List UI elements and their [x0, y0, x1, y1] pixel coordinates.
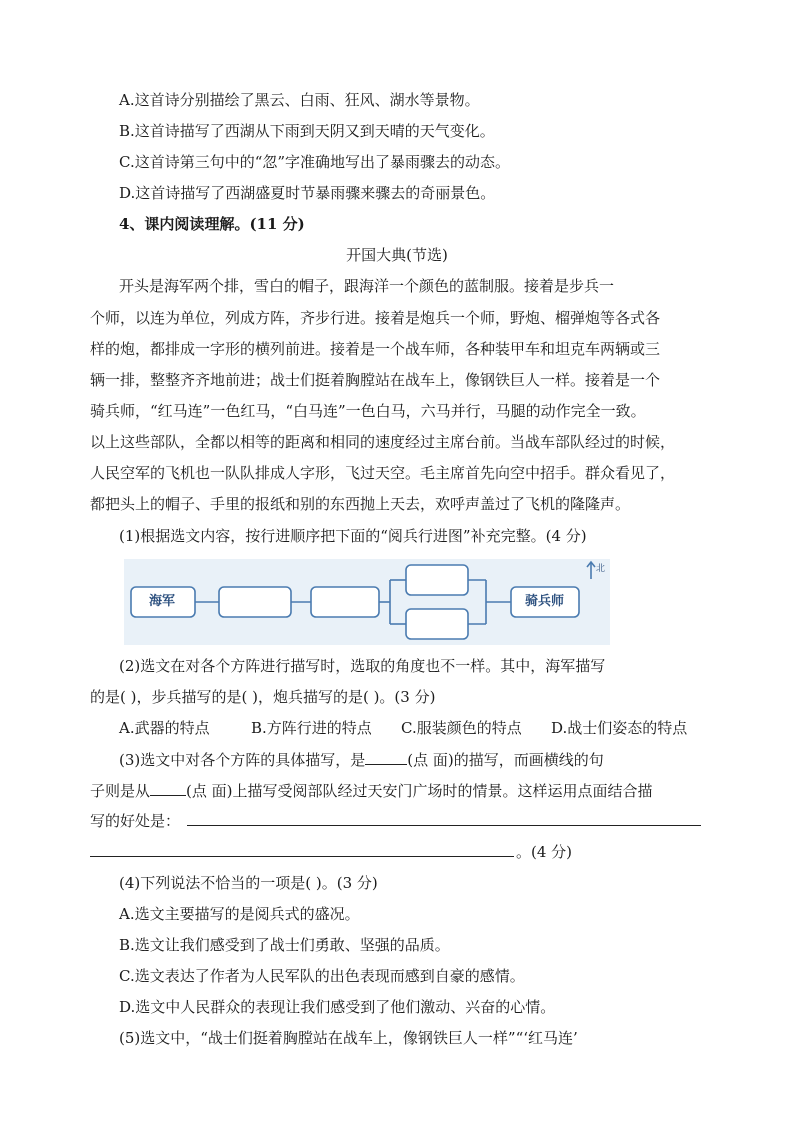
passage-line: 个师，以连为单位，列成方阵，齐步行进。接着是炮兵一个师，野炮、榴弹炮等各式各	[90, 309, 661, 327]
q3-option-a: A.这首诗分别描绘了黑云、白雨、狂风、湖水等景物。	[119, 91, 480, 109]
passage-line: 以上这些部队，全都以相等的距离和相同的速度经过主席台前。当战车部队经过的时候，	[90, 433, 676, 451]
navy-label: 海军	[149, 594, 176, 609]
answer-line-2[interactable]	[90, 856, 514, 857]
answer-box-2	[311, 587, 379, 617]
sub-question-4: (4)下列说法不恰当的一项是( )。(3 分)	[119, 874, 378, 892]
sub3-text-b: (点 面)的描写，而画横线的句	[407, 751, 604, 769]
sub4-option-d: D.选文中人民群众的表现让我们感受到了他们激动、兴奋的心情。	[119, 998, 556, 1016]
sub-question-3	[119, 749, 604, 770]
sub-question-2: (2)选文在对各个方阵进行描写时，选取的角度也不一样。其中，海军描写	[119, 657, 606, 675]
passage-line: 样的炮，都排成一字形的横列前进。接着是一个战车师，各种装甲车和坦克车两辆或三	[90, 340, 661, 358]
sub4-option-a: A.选文主要描写的是阅兵式的盛况。	[119, 905, 360, 923]
passage-line: 骑兵师，“红马连”一色红马，“白马连”一色白马，六马并行，马腿的动作完全一致。	[90, 402, 646, 420]
sub2-option-c: C.服装颜色的特点	[401, 719, 522, 737]
answer-blank-1[interactable]	[365, 749, 407, 765]
sub3-text-d: (点 面)上描写受阅部队经过天安门广场时的情景。这样运用点面结合描	[186, 782, 653, 800]
answer-blank-2[interactable]	[150, 780, 186, 796]
sub3-text-e: 写的好处是：	[90, 812, 181, 830]
sub2-option-b: B.方阵行进的特点	[251, 719, 372, 737]
passage-title: 开国大典(节选)	[346, 246, 448, 264]
sub2-option-a: A.武器的特点	[119, 719, 210, 737]
sub4-option-b: B.选文让我们感受到了战士们勇敢、坚强的品质。	[119, 936, 450, 954]
sub3-score: 。(4 分)	[516, 843, 573, 861]
sub3-text-a: (3)选文中对各个方阵的具体描写，是	[119, 751, 366, 769]
q4-heading: 4、课内阅读理解。(11 分)	[119, 215, 305, 233]
north-indicator: 北	[596, 564, 606, 574]
sub-question-1: (1)根据选文内容，按行进顺序把下面的“阅兵行进图”补充完整。(4 分)	[119, 527, 587, 545]
passage-line: 人民空军的飞机也一队队排成人字形，飞过天空。毛主席首先向空中招手。群众看见了，	[90, 464, 676, 482]
sub3-text-c: 子则是从	[90, 782, 151, 800]
passage-line: 开头是海军两个排，雪白的帽子，跟海洋一个颜色的蓝制服。接着是步兵一	[119, 277, 615, 295]
sub-question-5: (5)选文中，“战士们挺着胸膛站在战车上，像钢铁巨人一样”“‘红马连’	[119, 1029, 578, 1047]
answer-line-1[interactable]	[187, 825, 701, 826]
answer-box-4	[406, 609, 468, 639]
sub4-option-c: C.选文表达了作者为人民军队的出色表现而感到自豪的感情。	[119, 967, 525, 985]
q3-option-c: C.这首诗第三句中的“忽”字准确地写出了暴雨骤去的动态。	[119, 153, 511, 171]
passage-line: 辆一排，整整齐齐地前进；战士们挺着胸膛站在战车上，像钢铁巨人一样。接着是一个	[90, 371, 661, 389]
q3-option-d: D.这首诗描写了西湖盛夏时节暴雨骤来骤去的奇丽景色。	[119, 184, 496, 202]
sub-question-3-cont	[90, 780, 653, 801]
sub2-option-d: D.战士们姿态的特点	[551, 719, 688, 737]
parade-diagram	[124, 559, 610, 645]
cavalry-label: 骑兵师	[525, 594, 565, 609]
answer-box-1	[219, 587, 291, 617]
answer-box-3	[406, 565, 468, 595]
q3-option-b: B.这首诗描写了西湖从下雨到天阴又到天晴的天气变化。	[119, 122, 495, 140]
sub-question-2-blanks: 的是( )，步兵描写的是( )，炮兵描写的是( )。(3 分)	[90, 688, 436, 706]
passage-line: 都把头上的帽子、手里的报纸和别的东西抛上天去，欢呼声盖过了飞机的隆隆声。	[90, 495, 631, 513]
